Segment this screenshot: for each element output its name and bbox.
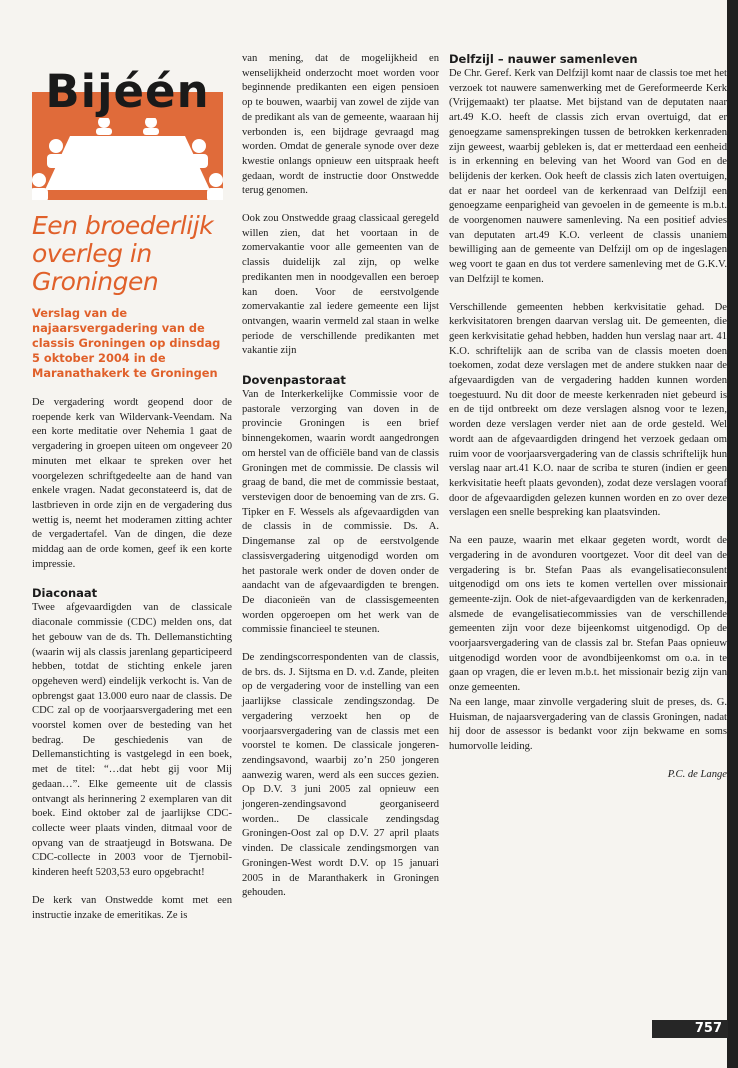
- paragraph: De vergadering wordt geopend door de roepende kerk van Wildervank-Veendam. Na een korte meditatie over Nehemia 1 gaat de vergadering in groepen uiteen om ongeveer 20 minuten met elkaar te spreken over het voorgelezen schriftgedeelte aan de hand van enkele vragen. Nadat geconstateerd is, dat de lastbrieven in orde zijn en de vergadering dus wettig is, neemt het moderamen zitting achter de vergadertafel. Van de dingen, die deze middag aan de orde komen, geef ik een korte impressie.: [32, 397, 232, 570]
- author-signature: P.C. de Lange: [667, 768, 727, 780]
- page-edge: [727, 0, 738, 1068]
- article-intro: Verslag van de najaarsvergadering van de classis Groningen op dinsdag 5 oktober 2004 in de Maranathakerk te Groningen: [32, 306, 221, 380]
- page-number: 757: [652, 1020, 728, 1038]
- column-3: [449, 52, 727, 795]
- section-heading-diaconaat: Diaconaat: [32, 586, 98, 601]
- paragraph: De kerk van Onstwedde komt met een instructie inzake de emeritikas. Ze is: [32, 894, 232, 921]
- paragraph: Na een lange, maar zinvolle vergadering sluit de preses, ds. G. Huisman, de najaarsvergadering van de classis Groningen, nadat hij door de assessor is bedankt voor zijn bekwame en soms humorvolle leiding.: [449, 696, 727, 752]
- paragraph: Ook zou Onstwedde graag classicaal geregeld willen zien, dat het voortaan in de zomervakantie voor alle gemeenten van de classis duidelijk zal zijn, op welke predikanten men in noodgevallen een beroep kan doen. Voor de eerstvolgende zomervakantie zal iedere gemeente een lijst ontvangen, waarin vermeld zal staan in welke periode de verschillende predikanten met vakantie zijn: [242, 213, 439, 357]
- column-2: [242, 52, 439, 914]
- paragraph: Verschillende gemeenten hebben kerkvisitatie gehad. De kerkvisitatoren brengen daarvan verslag uit. De gemeenten, die geen kerkvisitatie gehad hebben, hadden hun verslag naar art. 41 K.O. schriftelijk aan de scriba van de classis moeten doen toekomen, zodat deze verslagen met de andere stukken naar de afgevaardigden van de vergadering hadden kunnen worden toegestuurd. Nu dit door de meeste kerkenraden niet gebeurd is en de tijd ontbreekt om deze verslagen alsnog voor te lezen, worden deze verslagen verder niet aan de orde gesteld. Wel wordt aan de afgevaardigden dringend het verzoek gedaan om ruim voor de voorjaarsvergadering van de classis schriftelijk hun verslag naar art.41 K.O. naar de scriba te sturen (indien er geen kerkvisitatie heeft plaats gevonden), zodat deze verslagen vooraf door de afgevaardigden gelezen kunnen worden en zo over deze verslagen een snelle bespreking kan plaatsvinden.: [449, 301, 727, 519]
- meeting-table-icon: [32, 118, 223, 200]
- paragraph: Van de Interkerkelijke Commissie voor de pastorale verzorging van doven in de provincie Groningen is een brief binnengekomen, waarin wordt aangedrongen om herstel van de officiële band van de classis Groningen met de commissie. De classis wil graag de band, die met de commissie bestaat, verstevigen door de benoeming van de zrs. G. Tipker en F. Wessels als afgevaardigden van de classis in de commissie. Ds. A. Dingemanse zal op de eerstvolgende classisvergadering uitgenodigd worden om het pastorale werk onder de doven onder de aandacht van de afgevaardigden te brengen. De diaconieën van de classisgemeenten worden opgeroepen om het werk van de commissie financieel te steunen.: [242, 389, 439, 636]
- paragraph: Na een pauze, waarin met elkaar gegeten wordt, wordt de vergadering in de avonduren voortgezet. Voor dit deel van de vergadering is br. Stefan Paas als evangelisatieconsulent uitgenodigd om ons iets te komen vertellen over missionair gemeente-zijn. Ook de niet-afgevaardigden van de kerkenraden, alsmede de evangelisatiecommissies van de verschillende gemeenten zijn voor deze bijeenkomst uitgenodigd. Op de voorjaarsvergadering van de classis zal br. Stefan Paas opnieuw uitgenodigd worden voor de avondbijeenkomst om o.a. in te gaan op vragen, die er leven m.b.t. het missionair bezig zijn van onze gemeenten.: [449, 535, 727, 694]
- paragraph: De Chr. Geref. Kerk van Delfzijl komt naar de classis toe met het verzoek tot nauwere samenwerking met de Gereformeerde Kerk (Vrijgemaakt) ter plaatse. Met bijstand van de deputaten naar art.49 K.O. heeft de classis zich ervan overtuigd, dat er genoegzame samensprekingen tussen de betrokken kerkenraden zijn geweest, waarbij gebleken is, dat er metterdaad een eenheid is in erkenning en beleving van het Woord van God en de belijdenis der kerken. Ook heeft de classis zich laten overtuigen, dat er naar het oordeel van de kerkenraad van Delfzijl een genoegzame eenparigheid van gevoelen in de gemeente is m.b.t. de voorgenomen nauwere samenleving. Na een positief advies van deputaten art.49 K.O. verleent de classis unaniem bewilliging aan de gemeente van Delfzijl om op de ingeslagen weg voort te gaan en dus tot verdere samenleving met de G.K.V. van Delfzijl te komen.: [449, 68, 727, 285]
- section-heading-dovenpastoraat: Dovenpastoraat: [242, 373, 346, 388]
- paragraph: Twee afgevaardigden van de classicale diaconale commissie (CDC) melden ons, dat het gebouw van de ds. Th. Dellemanstichting (waarin wij als classis jarenlang geparticipeerd hebben, totdat de stichting enkele jaren opgeheven werd) eindelijk verkocht is. Van de opbrengst gaat 13.000 euro naar de classis. De CDC zal op de voorjaarsvergadering met een voorstel komen over de besteding van het bedrag. De geschiedenis van de Dellemanstichting is vastgelegd in een boek, met de titel: “…dat hebt gij voor Mij gedaan…”. Elke gemeente uit de classis ontvangt als herinnering 2 exemplaren van dit boek. Eind oktober zal de jaarlijkse CDC-collecte weer plaats vinden, ditmaal voor de opvang van de straatjeugd in Botswana. De CDC-collecte in 2003 voor de Tjernobil-kinderen heeft 5203,53 euro opgebracht!: [32, 602, 232, 879]
- header-logo: [32, 34, 223, 200]
- article-title: Een broederlijk overleg in Groningen: [32, 211, 214, 296]
- column-1: [32, 396, 232, 936]
- paragraph: De zendingscorrespondenten van de classis, de brs. ds. J. Sijtsma en D. v.d. Zande, pleiten op de vergadering voor de instelling van een jaarlijkse classicale zendingszondag. De vergadering verzoekt hen op de voorjaarsvergadering van de classis met een voorstel te komen. De classicale jongeren-zendingsavond, waarbij zo’n 250 jongeren aanwezig waren, werd als een succes gezien. Op D.V. 3 juni 2005 zal opnieuw een jongeren-zendingsavond georganiseerd worden.. De classicale zendingsdag Groningen-Oost zal op D.V. 27 april plaats vinden. De classicale zendingsmorgen van Groningen-West wordt D.V. op 15 januari 2005 in de Maranthakerk in Groningen gehouden.: [242, 652, 439, 899]
- section-heading-delfzijl: Delfzijl – nauwer samenleven: [449, 52, 638, 66]
- logo-text: Bijéén: [45, 65, 210, 118]
- paragraph: van mening, dat de mogelijkheid en wenselijkheid onderzocht moet worden voor beginnende predikanten een eigen pensioen op te bouwen, waarbij van zowel de zijde van de predikant als van de gemeente, waaraan hij verbonden is, een bijdrage gevraagd mag worden. Omdat de generale synode over deze kwestie onlangs opnieuw een uitspraak heeft gedaan, wordt de instructie door Onstwedde terug genomen.: [242, 53, 439, 197]
